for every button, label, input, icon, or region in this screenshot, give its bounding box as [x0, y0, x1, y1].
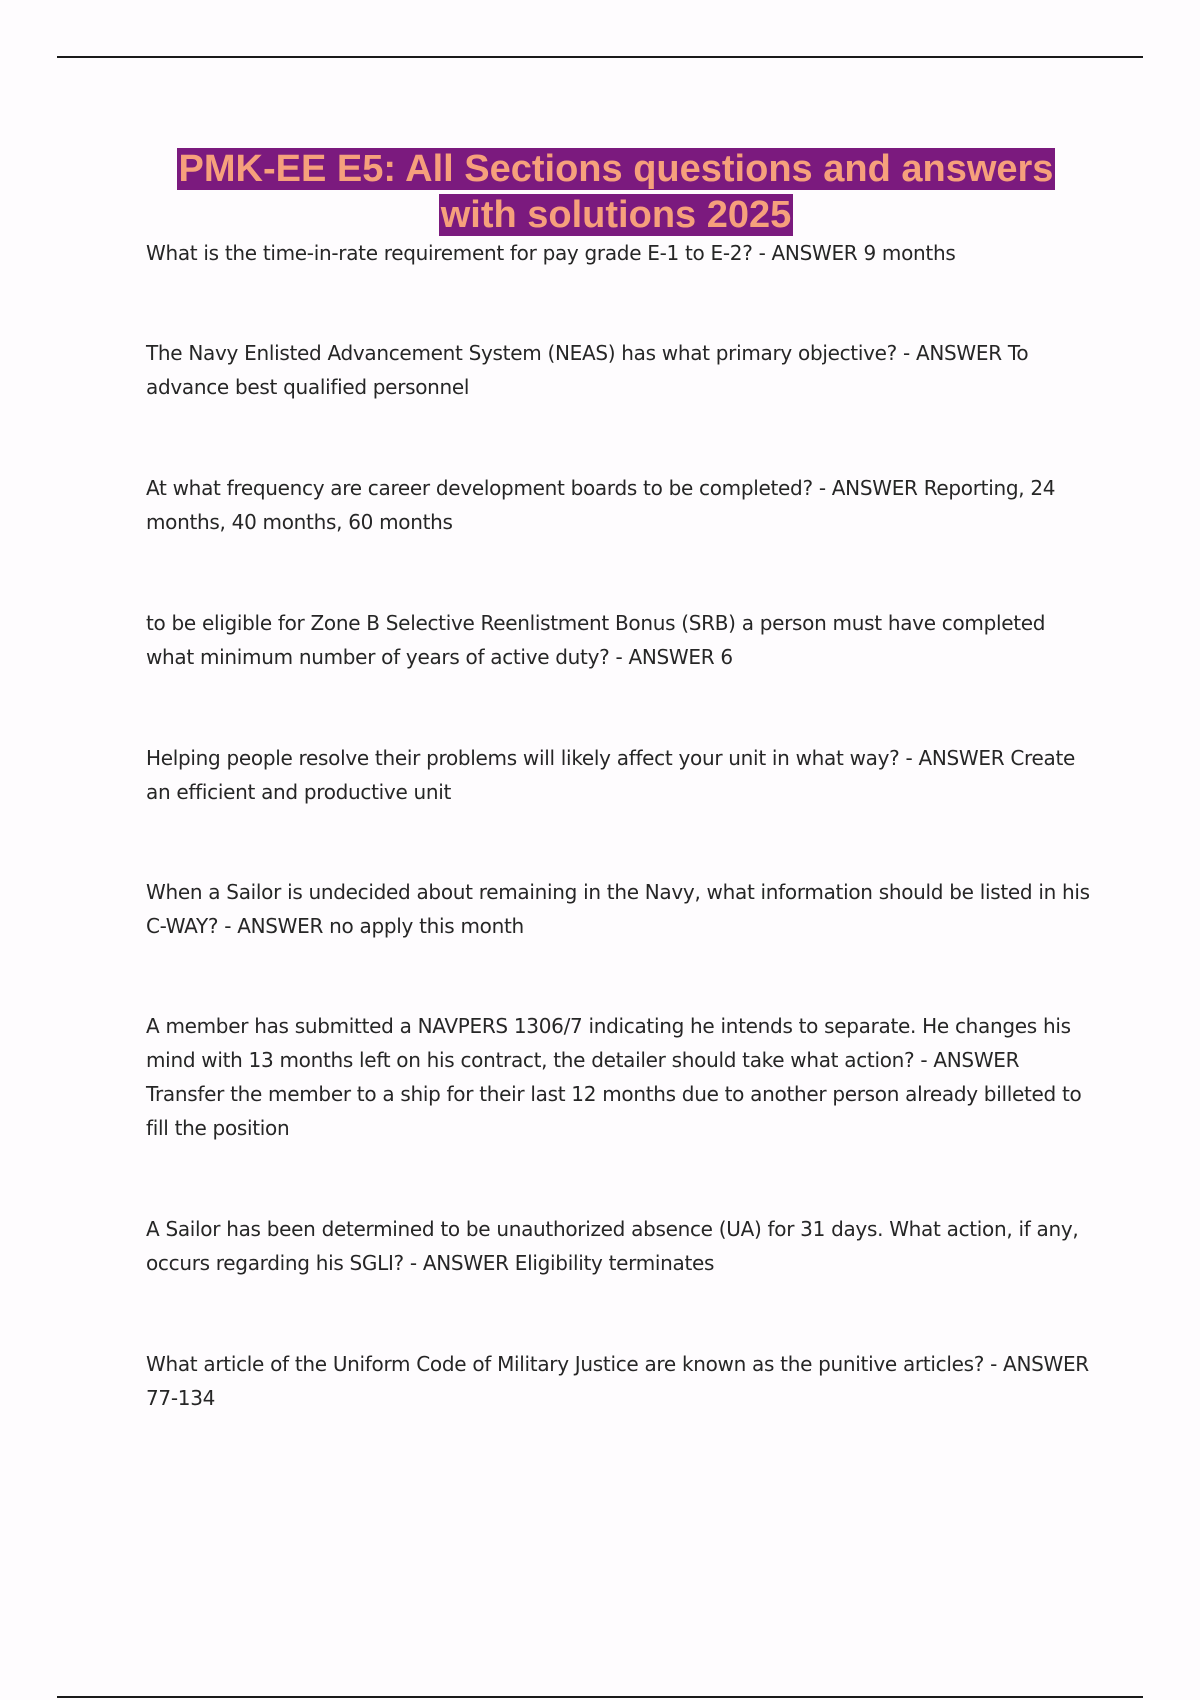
- title-line-2: with solutions 2025: [440, 194, 792, 236]
- qa-item-9: What article of the Uniform Code of Military Justice are known as the punitive articles? - ANSWER 77-134: [146, 1352, 1089, 1410]
- qa-item-1: What is the time-in-rate requirement for pay grade E-1 to E-2? - ANSWER 9 months: [146, 241, 956, 265]
- document-title: [146, 146, 1086, 238]
- qa-item-5: Helping people resolve their problems will likely affect your unit in what way? - ANSWER Create an efficient and productive unit: [146, 746, 1076, 804]
- title-line-1: PMK-EE E5: All Sections questions and answers: [178, 148, 1054, 190]
- qa-item-3: At what frequency are career development boards to be completed? - ANSWER Reporting, 24 months, 40 months, 60 months: [146, 476, 1056, 534]
- bottom-rule: [57, 1696, 1143, 1698]
- qa-item-2: The Navy Enlisted Advancement System (NEAS) has what primary objective? - ANSWER To advance best qualified personnel: [146, 341, 1029, 399]
- qa-item-6: When a Sailor is undecided about remaining in the Navy, what information should be listed in his C-WAY? - ANSWER no apply this month: [146, 880, 1090, 938]
- qa-item-4: to be eligible for Zone B Selective Reenlistment Bonus (SRB) a person must have completed what minimum number of years of active duty? - ANSWER 6: [146, 611, 1046, 669]
- qa-item-8: A Sailor has been determined to be unauthorized absence (UA) for 31 days. What action, if any, occurs regarding his SGLI? - ANSWER Eligibility terminates: [146, 1217, 1079, 1275]
- qa-item-7: A member has submitted a NAVPERS 1306/7 indicating he intends to separate. He changes his mind with 13 months left on his contract, the detailer should take what action? - ANSWER Transfer the member to a ship for their last 12 months due to another person already billeted to fill the position: [146, 1014, 1082, 1140]
- top-rule: [57, 56, 1143, 58]
